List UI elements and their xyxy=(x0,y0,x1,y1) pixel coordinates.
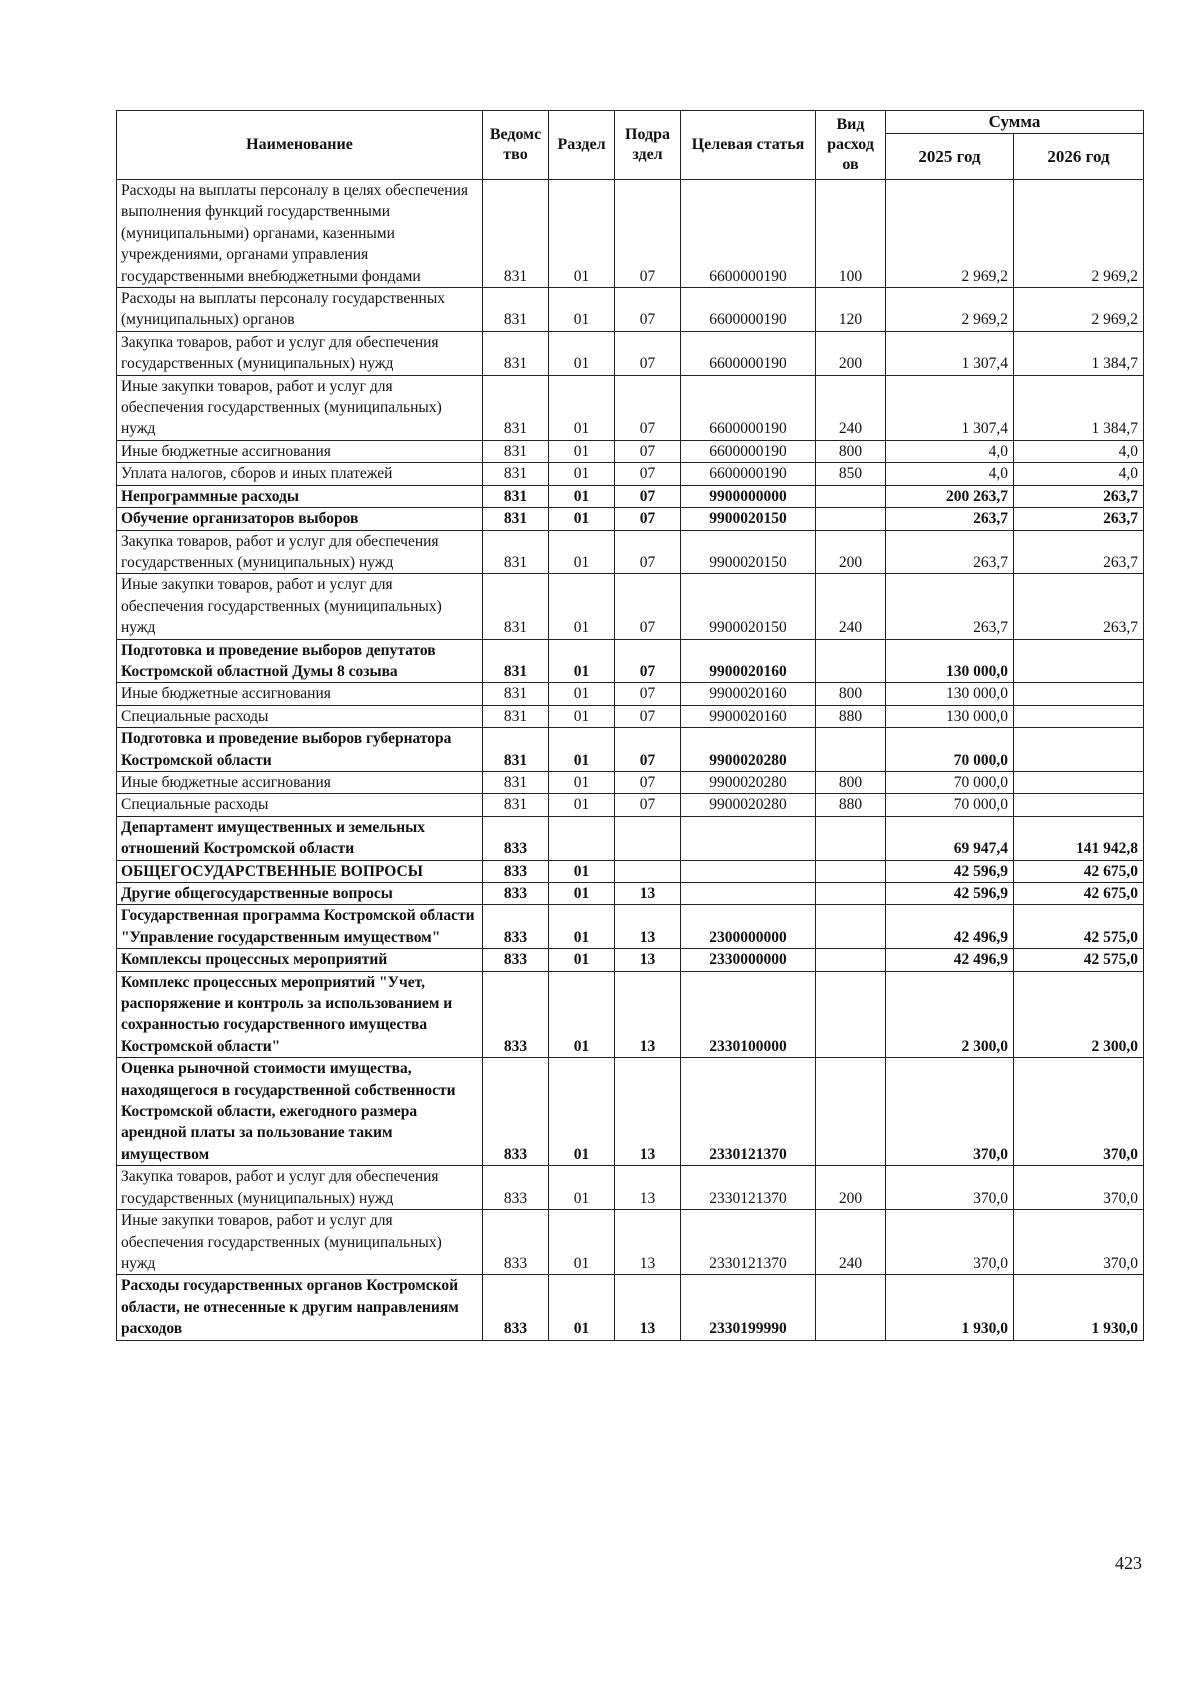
cell-expense-type: 100 xyxy=(816,180,886,288)
cell-agency: 831 xyxy=(483,705,549,727)
header-name: Наименование xyxy=(117,111,483,180)
cell-section: 01 xyxy=(549,440,615,462)
cell-target-item: 9900020160 xyxy=(681,683,816,705)
cell-agency: 833 xyxy=(483,1275,549,1340)
table-row xyxy=(117,574,1144,639)
cell-amount-2025: 2 969,2 xyxy=(886,288,1014,332)
cell-section: 01 xyxy=(549,705,615,727)
header-target-item: Целевая статья xyxy=(681,111,816,180)
cell-target-item: 9900020280 xyxy=(681,728,816,772)
cell-expense-type xyxy=(816,1275,886,1340)
cell-amount-2026: 1 930,0 xyxy=(1014,1275,1144,1340)
cell-section: 01 xyxy=(549,375,615,440)
cell-expense-type xyxy=(816,971,886,1058)
table-row xyxy=(117,771,1144,793)
cell-amount-2025: 4,0 xyxy=(886,463,1014,485)
header-year-2025: 2025 год xyxy=(886,134,1014,180)
header-expense-type: Вид расход ов xyxy=(816,111,886,180)
cell-amount-2026: 42 675,0 xyxy=(1014,860,1144,882)
cell-subsection xyxy=(615,816,681,860)
cell-agency: 831 xyxy=(483,375,549,440)
cell-name: Уплата налогов, сборов и иных платежей xyxy=(117,463,483,485)
table-row xyxy=(117,816,1144,860)
cell-section: 01 xyxy=(549,574,615,639)
cell-expense-type: 850 xyxy=(816,463,886,485)
cell-agency: 833 xyxy=(483,1210,549,1275)
cell-subsection xyxy=(615,860,681,882)
cell-section: 01 xyxy=(549,860,615,882)
cell-subsection: 07 xyxy=(615,508,681,530)
cell-name: Департамент имущественных и земельных отношений Костромской области xyxy=(117,816,483,860)
cell-agency: 831 xyxy=(483,639,549,683)
cell-section: 01 xyxy=(549,728,615,772)
cell-amount-2026: 370,0 xyxy=(1014,1166,1144,1210)
cell-agency: 833 xyxy=(483,971,549,1058)
cell-target-item: 2330100000 xyxy=(681,971,816,1058)
cell-section: 01 xyxy=(549,905,615,949)
cell-subsection: 13 xyxy=(615,1275,681,1340)
cell-target-item: 2330199990 xyxy=(681,1275,816,1340)
table-row xyxy=(117,683,1144,705)
cell-target-item xyxy=(681,883,816,905)
cell-subsection: 07 xyxy=(615,180,681,288)
cell-name: Специальные расходы xyxy=(117,794,483,816)
cell-name: ОБЩЕГОСУДАРСТВЕННЫЕ ВОПРОСЫ xyxy=(117,860,483,882)
cell-section: 01 xyxy=(549,1166,615,1210)
cell-target-item: 9900000000 xyxy=(681,485,816,507)
cell-expense-type: 880 xyxy=(816,705,886,727)
cell-amount-2026: 263,7 xyxy=(1014,485,1144,507)
cell-name: Оценка рыночной стоимости имущества, находящегося в государственной собственности Костромской области, ежегодного размера арендной платы за пользование таким имуществом xyxy=(117,1058,483,1166)
cell-subsection: 07 xyxy=(615,485,681,507)
cell-agency: 831 xyxy=(483,440,549,462)
table-row xyxy=(117,639,1144,683)
cell-subsection: 07 xyxy=(615,463,681,485)
cell-amount-2026 xyxy=(1014,771,1144,793)
cell-subsection: 07 xyxy=(615,683,681,705)
cell-amount-2026: 370,0 xyxy=(1014,1210,1144,1275)
table-row xyxy=(117,1058,1144,1166)
cell-name: Закупка товаров, работ и услуг для обеспечения государственных (муниципальных) нужд xyxy=(117,1166,483,1210)
cell-agency: 833 xyxy=(483,1058,549,1166)
cell-amount-2025: 69 947,4 xyxy=(886,816,1014,860)
cell-name: Другие общегосударственные вопросы xyxy=(117,883,483,905)
cell-subsection: 07 xyxy=(615,375,681,440)
table-header xyxy=(117,111,1144,180)
table-row xyxy=(117,860,1144,882)
cell-target-item: 9900020150 xyxy=(681,508,816,530)
cell-name: Иные бюджетные ассигнования xyxy=(117,771,483,793)
table-row xyxy=(117,1166,1144,1210)
cell-subsection: 07 xyxy=(615,288,681,332)
cell-expense-type: 120 xyxy=(816,288,886,332)
cell-name: Иные закупки товаров, работ и услуг для обеспечения государственных (муниципальных) нужд xyxy=(117,1210,483,1275)
cell-target-item: 2300000000 xyxy=(681,905,816,949)
cell-amount-2026: 4,0 xyxy=(1014,463,1144,485)
table-row xyxy=(117,331,1144,375)
cell-section: 01 xyxy=(549,485,615,507)
cell-agency: 831 xyxy=(483,683,549,705)
cell-target-item: 2330000000 xyxy=(681,949,816,971)
cell-amount-2025: 2 969,2 xyxy=(886,180,1014,288)
cell-target-item: 9900020160 xyxy=(681,705,816,727)
cell-section: 01 xyxy=(549,949,615,971)
page-number: 423 xyxy=(1115,1553,1142,1573)
cell-amount-2025: 370,0 xyxy=(886,1166,1014,1210)
cell-agency: 831 xyxy=(483,794,549,816)
cell-name: Непрограммные расходы xyxy=(117,485,483,507)
cell-target-item: 2330121370 xyxy=(681,1058,816,1166)
cell-amount-2026: 2 969,2 xyxy=(1014,288,1144,332)
table-row xyxy=(117,463,1144,485)
cell-name: Расходы на выплаты персоналу в целях обеспечения выполнения функций государственными (муниципальными) органами, казенными учреждениями, органами управления государственными внебюджетными фондами xyxy=(117,180,483,288)
table-row xyxy=(117,883,1144,905)
cell-amount-2025: 130 000,0 xyxy=(886,705,1014,727)
cell-name: Подготовка и проведение выборов губернатора Костромской области xyxy=(117,728,483,772)
table-row xyxy=(117,440,1144,462)
cell-amount-2025: 263,7 xyxy=(886,530,1014,574)
table-row xyxy=(117,905,1144,949)
cell-amount-2026: 42 575,0 xyxy=(1014,905,1144,949)
cell-section: 01 xyxy=(549,1058,615,1166)
cell-subsection: 07 xyxy=(615,728,681,772)
cell-agency: 831 xyxy=(483,463,549,485)
cell-section: 01 xyxy=(549,1275,615,1340)
cell-amount-2026 xyxy=(1014,639,1144,683)
cell-agency: 833 xyxy=(483,816,549,860)
cell-target-item: 6600000190 xyxy=(681,180,816,288)
cell-target-item: 6600000190 xyxy=(681,288,816,332)
cell-subsection: 13 xyxy=(615,1210,681,1275)
cell-section: 01 xyxy=(549,463,615,485)
cell-target-item xyxy=(681,816,816,860)
cell-agency: 831 xyxy=(483,288,549,332)
cell-amount-2026 xyxy=(1014,683,1144,705)
table-row xyxy=(117,1275,1144,1340)
cell-name: Подготовка и проведение выборов депутатов Костромской областной Думы 8 созыва xyxy=(117,639,483,683)
cell-name: Иные закупки товаров, работ и услуг для обеспечения государственных (муниципальных) нужд xyxy=(117,574,483,639)
cell-amount-2025: 42 596,9 xyxy=(886,883,1014,905)
cell-section: 01 xyxy=(549,771,615,793)
cell-agency: 833 xyxy=(483,860,549,882)
cell-expense-type: 800 xyxy=(816,440,886,462)
cell-amount-2025: 2 300,0 xyxy=(886,971,1014,1058)
cell-name: Закупка товаров, работ и услуг для обеспечения государственных (муниципальных) нужд xyxy=(117,530,483,574)
cell-section: 01 xyxy=(549,683,615,705)
cell-subsection: 13 xyxy=(615,883,681,905)
cell-amount-2025: 263,7 xyxy=(886,574,1014,639)
cell-expense-type xyxy=(816,949,886,971)
cell-agency: 833 xyxy=(483,1166,549,1210)
cell-section: 01 xyxy=(549,331,615,375)
cell-agency: 831 xyxy=(483,728,549,772)
cell-section: 01 xyxy=(549,180,615,288)
cell-subsection: 07 xyxy=(615,440,681,462)
table-row xyxy=(117,485,1144,507)
cell-amount-2026: 42 575,0 xyxy=(1014,949,1144,971)
cell-agency: 831 xyxy=(483,180,549,288)
cell-expense-type: 800 xyxy=(816,683,886,705)
cell-expense-type xyxy=(816,905,886,949)
cell-section: 01 xyxy=(549,1210,615,1275)
cell-amount-2026 xyxy=(1014,794,1144,816)
cell-subsection: 13 xyxy=(615,1166,681,1210)
cell-amount-2026: 263,7 xyxy=(1014,508,1144,530)
cell-amount-2025: 42 596,9 xyxy=(886,860,1014,882)
cell-agency: 831 xyxy=(483,530,549,574)
cell-amount-2025: 70 000,0 xyxy=(886,771,1014,793)
table-body xyxy=(117,180,1144,1341)
cell-target-item: 9900020160 xyxy=(681,639,816,683)
cell-amount-2025: 42 496,9 xyxy=(886,905,1014,949)
budget-table xyxy=(116,110,1144,1341)
cell-amount-2026: 1 384,7 xyxy=(1014,375,1144,440)
cell-name: Иные закупки товаров, работ и услуг для обеспечения государственных (муниципальных) нужд xyxy=(117,375,483,440)
cell-expense-type xyxy=(816,728,886,772)
cell-name: Государственная программа Костромской области "Управление государственным имуществом" xyxy=(117,905,483,949)
table-row xyxy=(117,728,1144,772)
cell-expense-type: 200 xyxy=(816,1166,886,1210)
cell-agency: 831 xyxy=(483,331,549,375)
cell-expense-type xyxy=(816,883,886,905)
cell-expense-type xyxy=(816,1058,886,1166)
cell-expense-type: 200 xyxy=(816,530,886,574)
cell-name: Расходы на выплаты персоналу государственных (муниципальных) органов xyxy=(117,288,483,332)
cell-amount-2025: 42 496,9 xyxy=(886,949,1014,971)
cell-amount-2025: 370,0 xyxy=(886,1058,1014,1166)
cell-amount-2026: 42 675,0 xyxy=(1014,883,1144,905)
cell-amount-2026: 370,0 xyxy=(1014,1058,1144,1166)
cell-section: 01 xyxy=(549,883,615,905)
table-row xyxy=(117,530,1144,574)
cell-section: 01 xyxy=(549,508,615,530)
cell-target-item: 9900020280 xyxy=(681,771,816,793)
cell-subsection: 07 xyxy=(615,331,681,375)
cell-target-item: 9900020150 xyxy=(681,530,816,574)
table-row xyxy=(117,705,1144,727)
cell-target-item: 6600000190 xyxy=(681,463,816,485)
cell-expense-type xyxy=(816,508,886,530)
table-row xyxy=(117,375,1144,440)
cell-expense-type: 880 xyxy=(816,794,886,816)
cell-subsection: 07 xyxy=(615,639,681,683)
header-sum: Сумма xyxy=(886,111,1144,134)
cell-target-item: 6600000190 xyxy=(681,440,816,462)
cell-expense-type: 800 xyxy=(816,771,886,793)
header-section: Раздел xyxy=(549,111,615,180)
cell-expense-type xyxy=(816,485,886,507)
cell-expense-type: 240 xyxy=(816,375,886,440)
table-row xyxy=(117,971,1144,1058)
table-row xyxy=(117,949,1144,971)
cell-amount-2026: 2 300,0 xyxy=(1014,971,1144,1058)
table-row xyxy=(117,1210,1144,1275)
cell-amount-2025: 4,0 xyxy=(886,440,1014,462)
cell-agency: 831 xyxy=(483,485,549,507)
cell-agency: 833 xyxy=(483,883,549,905)
cell-amount-2026: 1 384,7 xyxy=(1014,331,1144,375)
cell-section: 01 xyxy=(549,971,615,1058)
cell-section: 01 xyxy=(549,288,615,332)
cell-amount-2026: 263,7 xyxy=(1014,530,1144,574)
cell-amount-2025: 370,0 xyxy=(886,1210,1014,1275)
cell-name: Расходы государственных органов Костромской области, не отнесенные к другим направлениям расходов xyxy=(117,1275,483,1340)
table-row xyxy=(117,288,1144,332)
cell-target-item: 2330121370 xyxy=(681,1210,816,1275)
cell-subsection: 07 xyxy=(615,530,681,574)
cell-amount-2025: 130 000,0 xyxy=(886,639,1014,683)
table-row xyxy=(117,508,1144,530)
cell-name: Иные бюджетные ассигнования xyxy=(117,683,483,705)
cell-subsection: 13 xyxy=(615,905,681,949)
cell-expense-type: 200 xyxy=(816,331,886,375)
cell-subsection: 13 xyxy=(615,949,681,971)
table-row xyxy=(117,794,1144,816)
cell-target-item: 2330121370 xyxy=(681,1166,816,1210)
cell-expense-type xyxy=(816,816,886,860)
cell-target-item: 6600000190 xyxy=(681,331,816,375)
cell-subsection: 07 xyxy=(615,794,681,816)
cell-name: Закупка товаров, работ и услуг для обеспечения государственных (муниципальных) нужд xyxy=(117,331,483,375)
cell-expense-type xyxy=(816,860,886,882)
cell-subsection: 07 xyxy=(615,705,681,727)
header-subsection: Подра здел xyxy=(615,111,681,180)
header-year-2026: 2026 год xyxy=(1014,134,1144,180)
cell-name: Комплекс процессных мероприятий "Учет, распоряжение и контроль за использованием и сохранностью государственного имущества Костромской области" xyxy=(117,971,483,1058)
cell-subsection: 13 xyxy=(615,1058,681,1166)
cell-subsection: 13 xyxy=(615,971,681,1058)
cell-amount-2026: 263,7 xyxy=(1014,574,1144,639)
cell-name: Обучение организаторов выборов xyxy=(117,508,483,530)
cell-section: 01 xyxy=(549,530,615,574)
header-agency: Ведомс тво xyxy=(483,111,549,180)
table-row xyxy=(117,180,1144,288)
cell-expense-type: 240 xyxy=(816,1210,886,1275)
cell-amount-2026: 4,0 xyxy=(1014,440,1144,462)
cell-target-item xyxy=(681,860,816,882)
cell-expense-type: 240 xyxy=(816,574,886,639)
cell-agency: 833 xyxy=(483,949,549,971)
cell-target-item: 9900020150 xyxy=(681,574,816,639)
cell-amount-2025: 200 263,7 xyxy=(886,485,1014,507)
cell-amount-2026 xyxy=(1014,728,1144,772)
cell-amount-2026: 2 969,2 xyxy=(1014,180,1144,288)
cell-amount-2025: 70 000,0 xyxy=(886,794,1014,816)
cell-amount-2025: 263,7 xyxy=(886,508,1014,530)
cell-amount-2026 xyxy=(1014,705,1144,727)
cell-agency: 833 xyxy=(483,905,549,949)
cell-name: Специальные расходы xyxy=(117,705,483,727)
cell-amount-2025: 1 307,4 xyxy=(886,331,1014,375)
cell-target-item: 6600000190 xyxy=(681,375,816,440)
cell-subsection: 07 xyxy=(615,574,681,639)
cell-target-item: 9900020280 xyxy=(681,794,816,816)
cell-name: Комплексы процессных мероприятий xyxy=(117,949,483,971)
cell-amount-2025: 130 000,0 xyxy=(886,683,1014,705)
cell-amount-2025: 70 000,0 xyxy=(886,728,1014,772)
cell-amount-2026: 141 942,8 xyxy=(1014,816,1144,860)
cell-subsection: 07 xyxy=(615,771,681,793)
cell-expense-type xyxy=(816,639,886,683)
cell-section: 01 xyxy=(549,639,615,683)
cell-amount-2025: 1 307,4 xyxy=(886,375,1014,440)
cell-section xyxy=(549,816,615,860)
cell-section: 01 xyxy=(549,794,615,816)
cell-agency: 831 xyxy=(483,508,549,530)
cell-name: Иные бюджетные ассигнования xyxy=(117,440,483,462)
cell-agency: 831 xyxy=(483,574,549,639)
cell-agency: 831 xyxy=(483,771,549,793)
cell-amount-2025: 1 930,0 xyxy=(886,1275,1014,1340)
